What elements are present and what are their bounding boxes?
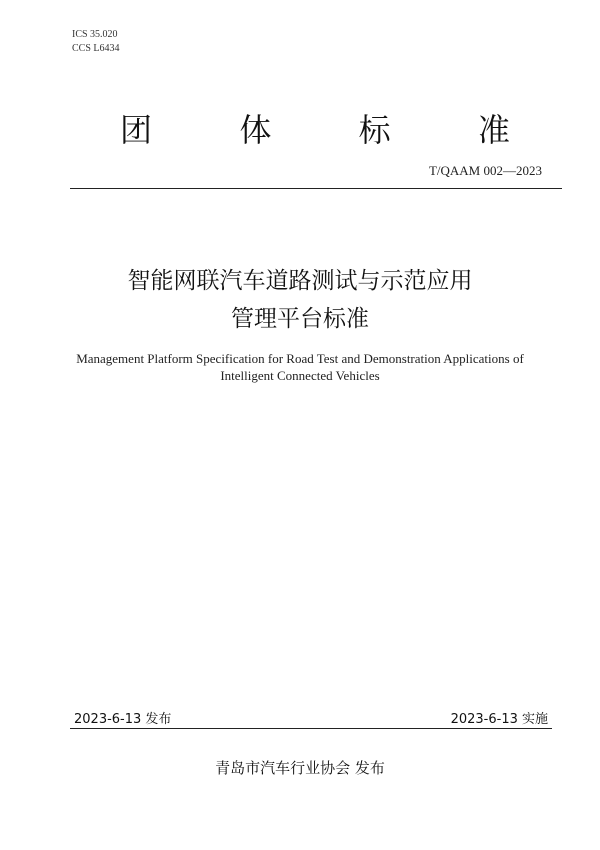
doc-type-char-1: 团 [120, 111, 153, 149]
publisher: 青岛市汽车行业协会 发布 [215, 759, 385, 777]
english-title [0, 350, 600, 384]
ccs-code: CCS L6434 [72, 43, 120, 54]
document-type-heading [120, 105, 510, 151]
doc-type-char-4: 准 [477, 111, 510, 149]
english-title-line-2: Intelligent Connected Vehicles [220, 368, 380, 383]
bottom-divider [70, 728, 552, 729]
top-divider [70, 188, 562, 189]
chinese-title-line-1: 智能网联汽车道路测试与示范应用 [127, 268, 473, 294]
standard-number: T/QAAM 002—2023 [428, 163, 542, 178]
doc-type-char-3: 标 [358, 111, 391, 149]
chinese-title [0, 262, 600, 338]
publish-date: 2023-6-13 发布 [74, 712, 172, 727]
implement-date: 2023-6-13 实施 [450, 712, 548, 727]
classification-codes [72, 28, 120, 56]
english-title-line-1: Management Platform Specification for Road Test and Demonstration Applications of [76, 351, 524, 366]
chinese-title-line-2: 管理平台标准 [231, 306, 369, 332]
doc-type-char-2: 体 [239, 111, 272, 149]
ics-code: ICS 35.020 [72, 29, 118, 40]
